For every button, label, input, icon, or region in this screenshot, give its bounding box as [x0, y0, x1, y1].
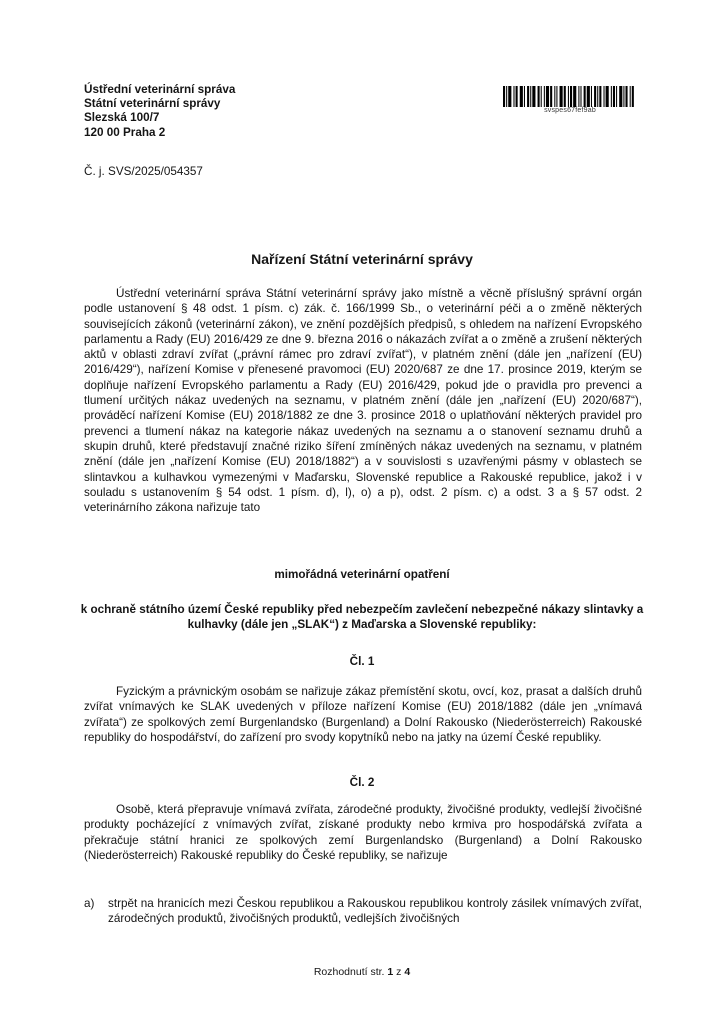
footer-separator: z: [393, 966, 405, 978]
barcode-block: [503, 86, 637, 115]
footer-page-number: 1: [387, 966, 394, 978]
measures-heading: mimořádná veterinární opatření: [274, 568, 450, 581]
protection-heading: k ochraně státního území České republiky před nebezpečím zavlečení nebezpečné nákazy slintavky a kulhavky (dále jen „SLAK“) z Maďarska a Slovenské republiky:: [80, 603, 644, 632]
item-a-label: a): [84, 897, 95, 910]
article-2-item-a: [84, 896, 642, 927]
sender-line-3: Slezská 100/7: [84, 111, 160, 125]
document-title: Nařízení Státní veterinární správy: [251, 251, 473, 267]
footer-prefix: Rozhodnutí str.: [313, 966, 388, 978]
sender-line-2: Státní veterinární správy: [84, 97, 221, 111]
page-footer: [0, 966, 724, 978]
item-a-text: strpět na hranicích mezi Českou republikou a Rakouskou republikou kontroly zásilek vnímavých zvířat, zárodečných produktů, živočišných produktů, vedlejších živočišných: [108, 897, 642, 926]
sender-line-4: 120 00 Praha 2: [84, 125, 166, 139]
article-1-body: Fyzickým a právnickým osobám se nařizuje zákaz přemístění skotu, ovcí, koz, prasat a dalších druhů zvířat vnímavých ke SLAK uvedených v příloze nařízení Komise (EU) 2018/1882 (dále jen „vnímavá zvířata“) ze spolkových zemí Burgenlandsko (Burgenland) a Dolní Rakousko (Niederösterreich) Rakouské republiky do hospodářství, do zařízení pro svody kopytníků nebo na jatky na území České republiky.: [84, 685, 642, 744]
article-1-number: Čl. 1: [349, 655, 375, 668]
reference-number: Č. j. SVS/2025/054357: [84, 165, 203, 178]
sender-line-1: Ústřední veterinární správa: [84, 83, 236, 96]
article-2-body: Osobě, která přepravuje vnímavá zvířata, zárodečné produkty, živočišné produkty, vedlejší živočišné produkty pocházející z vnímavých zvířat, získané produkty nebo krmiva pro hospodářská zvířata a překračuje státní hranici ze spolkových zemí Burgenlandsko (Burgenland) a Dolní Rakousko (Niederösterreich) Rakouské republiky do České republiky, se nařizuje: [84, 803, 642, 862]
preamble-paragraph: Ústřední veterinární správa Státní veterinární správy jako místně a věcně příslušný správní orgán podle ustanovení § 48 odst. 1 písm. c) zák. č. 166/1999 Sb., o veterinární péči a o změně některých souvisejících zákonů (veterinární zákon), ve znění pozdějších předpisů, s ohledem na nařízení Evropského parlamentu a Rady (EU) 2016/429 ze dne 9. března 2016 o nákazách zvířat a o změně a zrušení některých aktů v oblasti zdraví zvířat („právní rámec pro zdraví zvířat“), v platném znění (dále jen „nařízení (EU) 2016/429“), nařízení Komise v přenesené pravomoci (EU) 2020/687 ze dne 17. prosince 2019, kterým se doplňuje nařízení Evropského parlamentu a Rady (EU) 2016/429, pokud jde o pravidla pro prevenci a tlumení určitých nákaz uvedených na seznamu, v platném znění (dále jen „nařízení (EU) 2020/687“), prováděcí nařízení Komise (EU) 2018/1882 ze dne 3. prosince 2018 o uplatňování některých pravidel pro prevenci a tlumení nákaz na kategorie nákaz uvedených na seznamu a o stanovení seznamu druhů a skupin druhů, které představují značné riziko šíření zmíněných nákaz uvedených na seznamu, v platném znění (dále jen „nařízení Komise (EU) 2018/1882“) a v souvislosti s uzavřenými pásmy v oblastech se slintavkou a kulhavkou vymezenými v Maďarsku, Slovenské republice a Rakouské republice, jakož i v souladu s ustanovením § 54 odst. 1 písm. d), l), o) a p), odst. 2 písm. c) a odst. 3 a § 57 odst. 2 veterinárního zákona nařizuje tato: [84, 287, 642, 515]
barcode-label: svspes67fef9ab: [544, 107, 596, 114]
article-2-number: Čl. 2: [349, 776, 375, 789]
sender-address-block: [84, 83, 235, 140]
footer-total-pages: 4: [404, 966, 411, 978]
barcode-icon: [503, 86, 637, 107]
